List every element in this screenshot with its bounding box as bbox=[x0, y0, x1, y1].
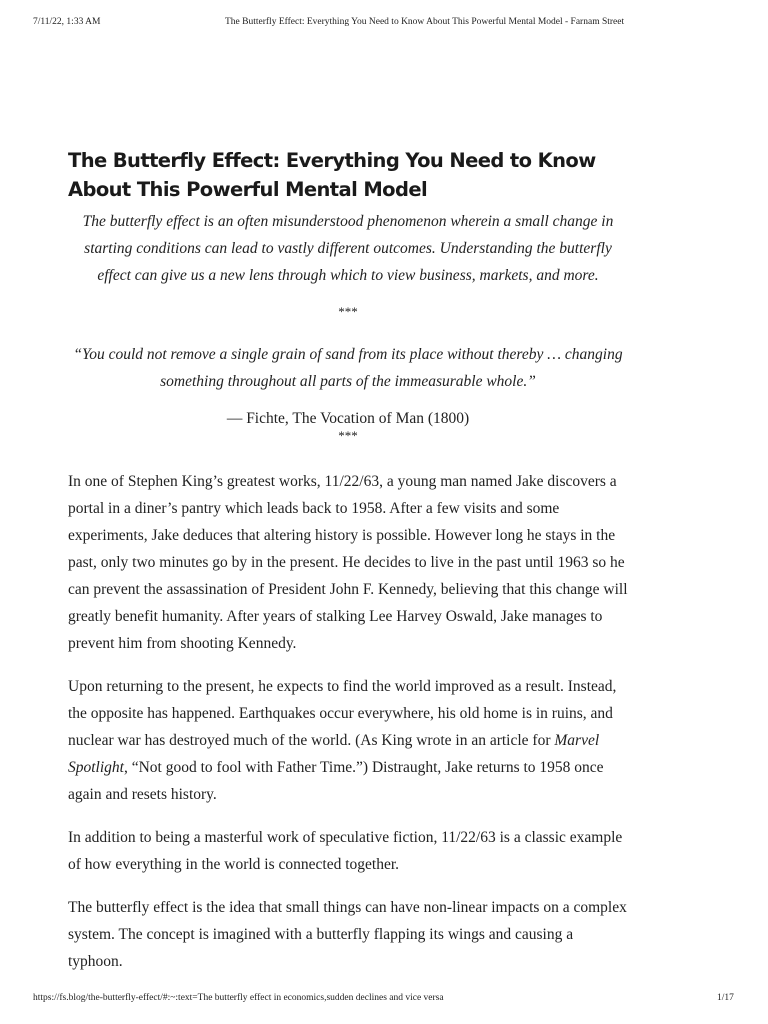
body-paragraph: In addition to being a masterful work of speculative fiction, 11/22/63 is a classic example of how everything in the world is connected together. bbox=[68, 829, 623, 873]
article-title: The Butterfly Effect: Everything You Need to Know About This Powerful Mental Model bbox=[68, 149, 596, 201]
article-subtitle: The butterfly effect is an often misunderstood phenomenon wherein a small change in starting conditions can lead to vastly different outcomes. Understanding the butterfly effect can give us a new lens through which to view business, markets, and more. bbox=[82, 213, 614, 284]
page-number: 1/17 bbox=[717, 993, 734, 1003]
page-url: https://fs.blog/the-butterfly-effect/#:~:text=The butterfly effect in economics,sudden declines and vice versa bbox=[33, 993, 444, 1003]
body-paragraph: In one of Stephen King’s greatest works, 11/22/63, a young man named Jake discovers a portal in a diner’s pantry which leads back to 1958. After a few visits and some experiments, Jake deduces that altering history is possible. However long he stays in the past, only two minutes go by in the present. He decides to live in the past until 1963 so he can prevent the assassination of President John F. Kennedy, believing that this change will greatly benefit humanity. After years of stalking Lee Harvey Oswald, Jake manages to prevent him from shooting Kennedy. bbox=[68, 473, 628, 652]
print-header bbox=[0, 17, 768, 31]
print-footer bbox=[0, 993, 768, 1007]
separator: *** bbox=[338, 304, 358, 319]
body-paragraph: The butterfly effect is the idea that small things can have non-linear impacts on a complex system. The concept is imagined with a butterfly flapping its wings and causing a typhoon. bbox=[68, 899, 627, 970]
print-date: 7/11/22, 1:33 AM bbox=[33, 17, 101, 27]
print-page-title: The Butterfly Effect: Everything You Need to Know About This Powerful Mental Model - Farnam Street bbox=[225, 17, 625, 27]
publication-title: Marvel Spotlight bbox=[68, 732, 600, 776]
body-paragraph bbox=[68, 673, 628, 808]
paragraph-text: , “Not good to fool with Father Time.”) Distraught, Jake returns to 1958 once again and resets history. bbox=[68, 759, 604, 803]
separator: *** bbox=[338, 428, 358, 443]
epigraph-attribution: — Fichte, The Vocation of Man (1800) bbox=[226, 410, 470, 427]
paragraph-text: Upon returning to the present, he expects to find the world improved as a result. Instead, the opposite has happened. Earthquakes occur everywhere, his old home is in ruins, and nuclear war has destroyed much of the world. (As King wrote in an article for bbox=[68, 678, 617, 749]
epigraph-quote: “You could not remove a single grain of sand from its place without thereby … changing something throughout all parts of the immeasurable whole.” bbox=[73, 346, 623, 390]
article bbox=[68, 146, 628, 970]
